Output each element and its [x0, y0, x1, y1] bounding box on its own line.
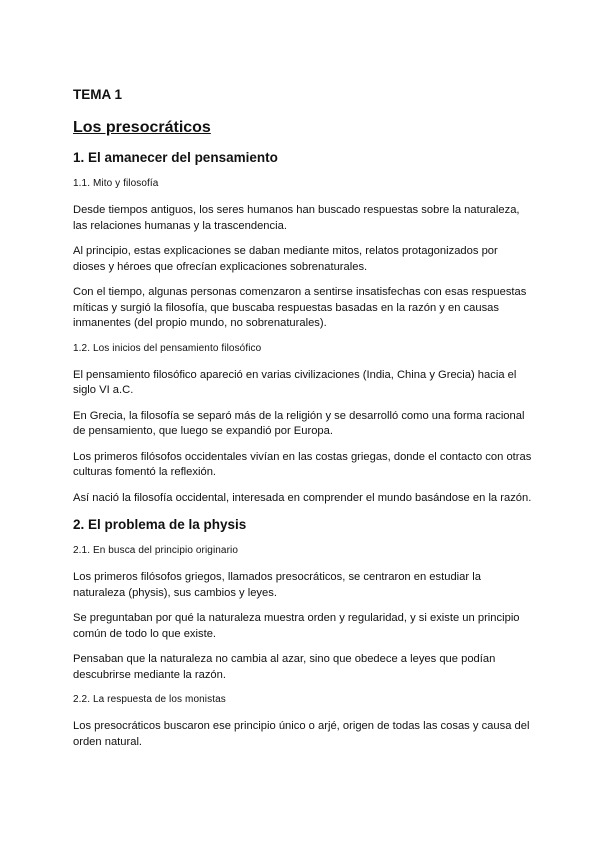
- paragraph: Los primeros filósofos occidentales vivían en las costas griegas, donde el contacto con otras culturas fomentó la reflexión.: [73, 450, 532, 478]
- document-title: Los presocráticos: [73, 119, 211, 136]
- subsection-2-2-heading: 2.2. La respuesta de los monistas: [73, 694, 226, 705]
- paragraph: Los presocráticos buscaron ese principio único o arjé, origen de todas las cosas y causa del orden natural.: [73, 720, 530, 748]
- subsection-1-2-heading: 1.2. Los inicios del pensamiento filosófico: [73, 342, 262, 354]
- paragraph: Los primeros filósofos griegos, llamados presocráticos, se centraron en estudiar la naturaleza (physis), sus cambios y leyes.: [73, 571, 481, 599]
- tema-label: TEMA 1: [73, 87, 123, 102]
- paragraph: Se preguntaban por qué la naturaleza muestra orden y regularidad, y si existe un principio común de todo lo que existe.: [73, 612, 520, 640]
- paragraph: Desde tiempos antiguos, los seres humanos han buscado respuestas sobre la naturaleza, las relaciones humanas y la trascendencia.: [73, 204, 520, 232]
- paragraph: Al principio, estas explicaciones se daban mediante mitos, relatos protagonizados por dioses y héroes que ofrecían explicaciones sobrenaturales.: [73, 245, 498, 273]
- section-1-heading: 1. El amanecer del pensamiento: [73, 150, 278, 165]
- paragraph: Así nació la filosofía occidental, interesada en comprender el mundo basándose en la razón.: [73, 491, 532, 504]
- subsection-2-1-heading: 2.1. En busca del principio originario: [73, 545, 239, 556]
- document-page: [73, 86, 533, 760]
- paragraph: Pensaban que la naturaleza no cambia al azar, sino que obedece a leyes que podían descubrirse mediante la razón.: [73, 653, 496, 681]
- paragraph: En Grecia, la filosofía se separó más de la religión y se desarrolló como una forma racional de pensamiento, que luego se expandió por Europa.: [73, 409, 525, 437]
- paragraph: El pensamiento filosófico apareció en varias civilizaciones (India, China y Grecia) hacia el siglo VI a.C.: [73, 368, 517, 396]
- paragraph: Con el tiempo, algunas personas comenzaron a sentirse insatisfechas con esas respuestas míticas y surgió la filosofía, que buscaba respuestas basadas en la razón y en causas inmanentes (del propio mundo, no sobrenaturales).: [73, 286, 527, 329]
- section-2-heading: 2. El problema de la physis: [73, 517, 247, 532]
- subsection-1-1-heading: 1.1. Mito y filosofía: [73, 178, 159, 189]
